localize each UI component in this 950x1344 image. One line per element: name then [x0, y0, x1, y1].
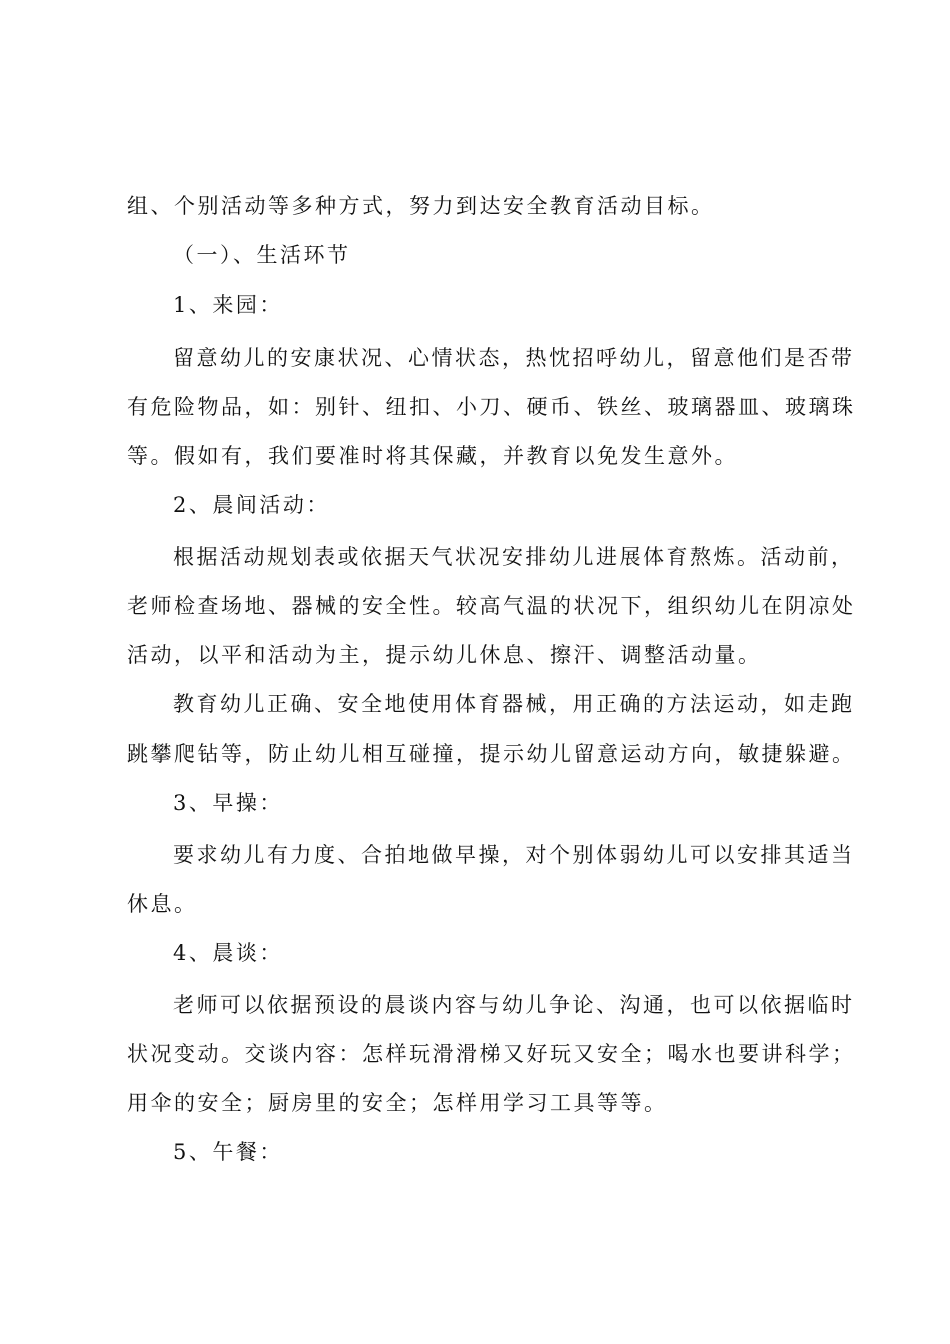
paragraph-line: 留意幼儿的安康状况、心情状态，热忱招呼幼儿，留意他们是否带: [173, 346, 855, 370]
item-heading: 2、晨间活动：: [173, 493, 330, 517]
paragraph-line: 老师检查场地、器械的安全性。较高气温的状况下，组织幼儿在阴凉处: [127, 594, 856, 618]
paragraph-line: 等。假如有，我们要准时将其保藏，并教育以免发生意外。: [127, 444, 738, 468]
paragraph-line: 要求幼儿有力度、合拍地做早操，对个别体弱幼儿可以安排其适当: [173, 843, 855, 867]
paragraph-line: 有危险物品，如：别针、纽扣、小刀、硬币、铁丝、玻璃器皿、玻璃珠: [127, 395, 856, 419]
item-heading: 4、晨谈：: [173, 941, 283, 965]
paragraph-line: 根据活动规划表或依据天气状况安排幼儿进展体育熬炼。活动前，: [173, 545, 855, 569]
item-heading: 3、早操：: [173, 791, 283, 815]
paragraph-line: 教育幼儿正确、安全地使用体育器械，用正确的方法运动，如走跑: [173, 692, 855, 716]
paragraph-line: 活动，以平和活动为主，提示幼儿休息、擦汗、调整活动量。: [127, 643, 762, 667]
item-heading: 5、午餐：: [173, 1140, 283, 1164]
paragraph-line: 状况变动。交谈内容：怎样玩滑滑梯又好玩又安全；喝水也要讲科学；: [127, 1042, 856, 1066]
paragraph-line: 老师可以依据预设的晨谈内容与幼儿争论、沟通，也可以依据临时: [173, 993, 855, 1017]
paragraph-line: 跳攀爬钻等，防止幼儿相互碰撞，提示幼儿留意运动方向，敏捷躲避。: [127, 742, 856, 766]
paragraph-line: 用伞的安全；厨房里的安全；怎样用学习工具等等。: [127, 1091, 668, 1115]
item-heading: 1、来园：: [173, 293, 283, 317]
paragraph-line: 休息。: [127, 892, 198, 916]
paragraph-line: 组、个别活动等多种方式，努力到达安全教育活动目标。: [127, 194, 715, 218]
section-heading: （一）、生活环节: [173, 243, 351, 267]
